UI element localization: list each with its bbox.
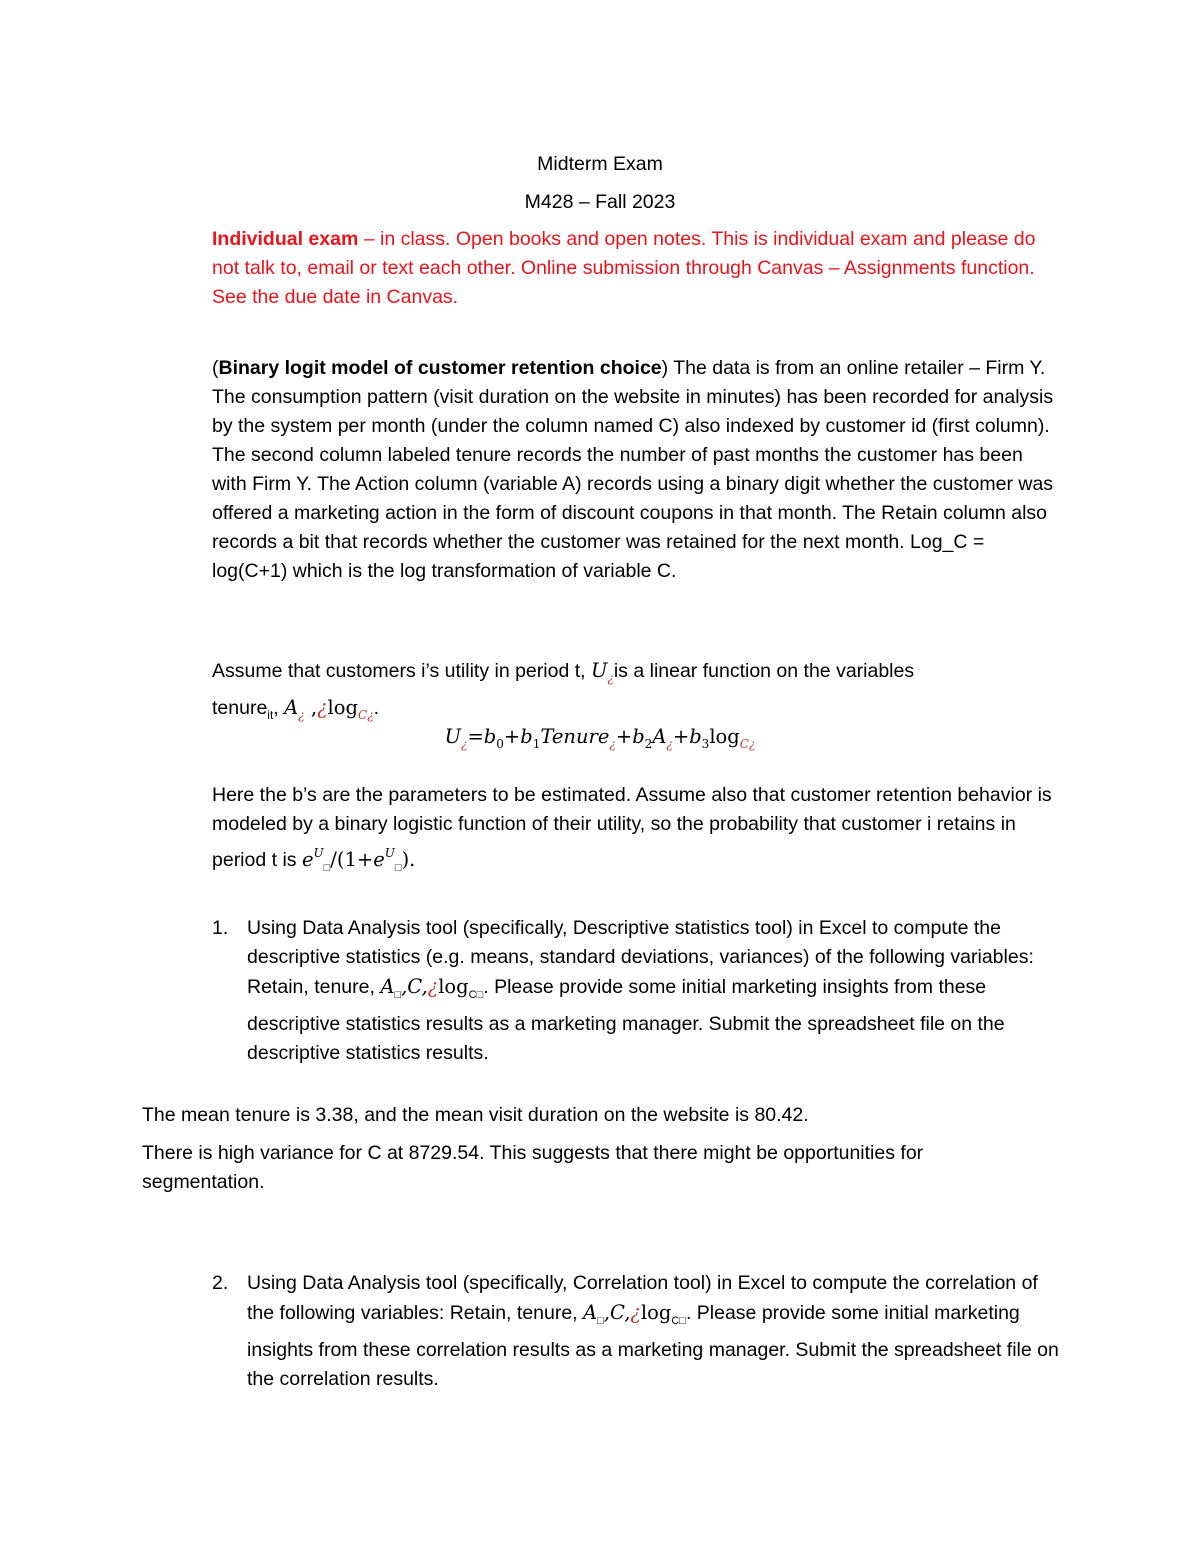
eq-b0-sub: 0 — [496, 737, 504, 751]
eq-b3-sub: 3 — [701, 737, 710, 751]
eq-tenure: Tenure — [540, 725, 610, 748]
instructions-lead: Individual exam — [212, 228, 359, 250]
eq-plus-2: + — [615, 725, 633, 748]
question-2-text-a: Using Data Analysis tool (specifically, Correlation tool) in Excel to compute the correlation of the following variables: Retain, tenure, — [247, 1272, 1038, 1324]
utility-equation — [0, 722, 1200, 759]
eq-plus-1: + — [503, 725, 521, 748]
logistic-slash: /( — [330, 848, 345, 871]
question-2-log-sub: C□ — [671, 1315, 686, 1327]
logistic-paragraph — [212, 781, 1062, 883]
question-2-text-b: . Please provide some initial marketing insights from these correlation results as a marketing manager. Submit the spreadsheet file on the correlation results. — [247, 1302, 1059, 1390]
logistic-e1: e — [301, 848, 314, 871]
logistic-close: ). — [401, 848, 416, 871]
question-1-log: log — [438, 975, 469, 998]
question-1-math-a: A — [380, 975, 395, 998]
eq-b0: b — [483, 725, 497, 748]
utility-log: log — [327, 696, 359, 719]
question-1-text — [247, 914, 1062, 1068]
intro-paragraph — [212, 354, 1062, 586]
instructions-paragraph — [212, 225, 1062, 312]
utility-text-b: is a linear function on the variables — [613, 660, 915, 682]
question-1-number: 1. — [212, 917, 229, 939]
eq-a-sub: ¿ — [666, 737, 673, 751]
intro-heading: Binary logit model of customer retention choice — [218, 357, 662, 379]
eq-a: A — [652, 725, 667, 748]
utility-tenure-sub: it — [267, 708, 274, 722]
eq-log-sub: C¿ — [739, 737, 756, 751]
utility-u-sub: ¿ — [607, 671, 614, 685]
page-title: Midterm Exam — [537, 153, 663, 175]
eq-tenure-sub: ¿ — [609, 737, 616, 751]
logistic-text: Here the b’s are the parameters to be estimated. Assume also that customer retention behavior is modeled by a binary logistic function of their utility, so the probability that customer i retains in period t is — [212, 784, 1052, 871]
eq-b1-sub: 1 — [532, 737, 541, 751]
question-1-text-b: . Please provide some initial marketing insights from these descriptive statistics results as a marketing manager. Submit the spreadsheet file on the descriptive statistics results. — [247, 976, 1005, 1064]
utility-inv: ¿ — [317, 696, 328, 719]
eq-b2-sub: 2 — [644, 737, 653, 751]
question-2-math-a-sub: □ — [597, 1315, 604, 1327]
question-2-inv: ¿ — [630, 1301, 641, 1324]
logistic-e2-sup: U — [384, 846, 395, 860]
question-2-text — [247, 1269, 1062, 1394]
utility-end: . — [373, 697, 380, 719]
question-1-log-sub: C□ — [468, 989, 484, 1001]
intro-body: ) The data is from an online retailer – Firm Y. The consumption pattern (visit duration on the website in minutes) has been recorded for analysis by the system per month (under the column named C) also indexed by customer id (first column). The second column labeled tenure records the number of past months the customer has been with Firm Y. The Action column (variable A) records using a binary digit whether the customer was offered a marketing action in the form of discount coupons in that month. The Retain column also records a bit that records whether the customer was retained for the next month. Log_C = log(C+1) which is the log transformation of variable C. — [212, 357, 1054, 582]
question-2-number: 2. — [212, 1272, 229, 1294]
question-2-math-c: ,C, — [603, 1301, 631, 1324]
eq-plus-3: + — [672, 725, 690, 748]
logistic-e2: e — [373, 848, 385, 871]
eq-lhs-sub: ¿ — [461, 737, 468, 751]
question-2-math-a: A — [583, 1301, 598, 1324]
question-1-math-c: ,C, — [401, 975, 428, 998]
eq-b1: b — [520, 725, 533, 748]
course-subtitle: M428 – Fall 2023 — [524, 191, 676, 213]
answer-line-2: There is high variance for C at 8729.54. This suggests that there might be opportunities for segmentation. — [142, 1142, 924, 1193]
eq-b2: b — [632, 725, 645, 748]
eq-b3: b — [689, 725, 702, 748]
utility-text-c: tenure — [212, 697, 268, 719]
question-1-math-a-sub: □ — [394, 989, 402, 1001]
utility-u-symbol: U — [590, 659, 608, 682]
utility-a-sub: ¿ — [298, 708, 305, 722]
instructions-text: – in class. Open books and open notes. This is individual exam and please do not talk to, email or text each other. Online submission through Canvas – Assignments function. See the due date in Canvas. — [212, 228, 1036, 308]
question-1-inv: ¿ — [427, 975, 439, 998]
utility-paragraph — [212, 656, 1062, 730]
logistic-e1-sub: □ — [323, 862, 331, 874]
utility-text-a: Assume that customers i’s utility in period t, — [212, 660, 591, 682]
utility-mid: , — [304, 696, 318, 719]
utility-comma: , — [273, 697, 285, 719]
utility-log-sub: C¿ — [358, 708, 374, 722]
logistic-e2-sub: □ — [394, 862, 402, 874]
answer-line-1: The mean tenure is 3.38, and the mean visit duration on the website is 80.42. — [142, 1104, 809, 1126]
utility-a-symbol: A — [284, 696, 299, 719]
eq-log: log — [709, 725, 740, 748]
intro-open-paren: ( — [212, 357, 219, 379]
eq-lhs: U — [444, 725, 462, 748]
question-1-text-a: Using Data Analysis tool (specifically, Descriptive statistics tool) in Excel to compute the descriptive statistics (e.g. means, standard deviations, variances) of the following variables: Retain, tenure, — [247, 917, 1034, 998]
logistic-e1-sup: U — [313, 846, 324, 860]
logistic-one: 1+ — [344, 848, 374, 871]
question-2-log: log — [640, 1301, 672, 1324]
eq-equals: = — [467, 725, 484, 748]
